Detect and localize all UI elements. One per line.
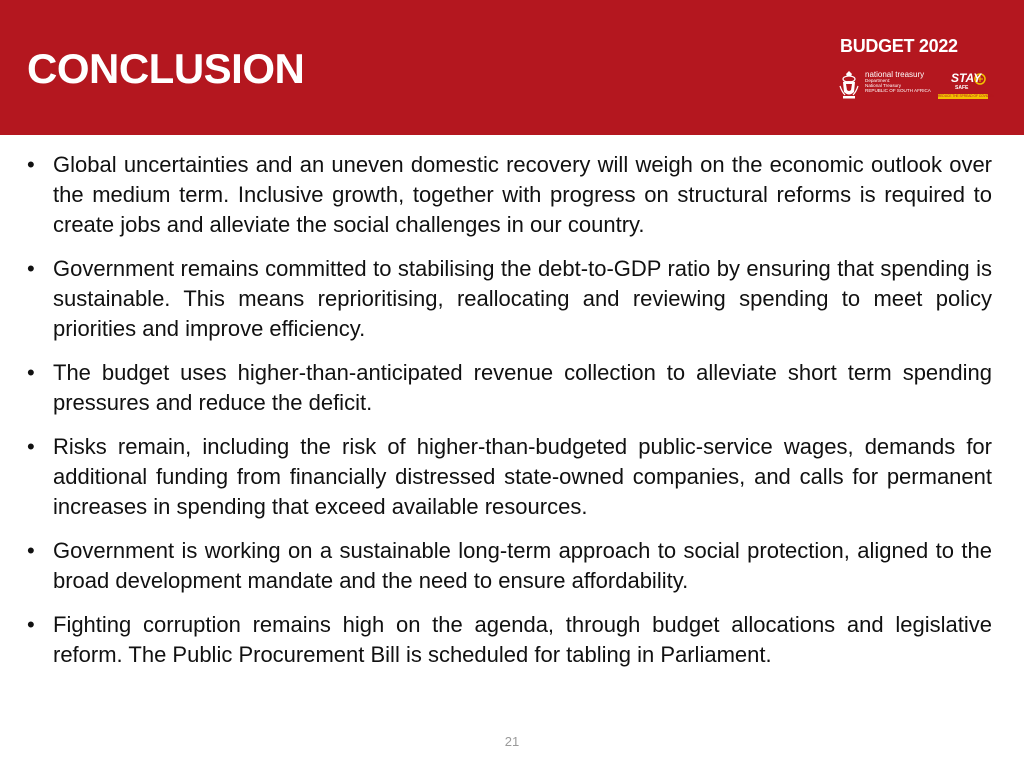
- treasury-sub-2: National Treasury: [865, 83, 902, 89]
- budget-title: BUDGET 2022: [840, 36, 958, 56]
- bullet-text: Global uncertainties and an uneven domestic recovery will weigh on the economic outlook over the medium term. Inclusive growth, together with progress on structural reforms is required to create jobs and alleviate the social challenges in our country.: [53, 152, 992, 237]
- bullet-item: [27, 610, 992, 670]
- bullet-text: The budget uses higher-than-anticipated revenue collection to alleviate short term spending pressures and reduce the deficit.: [53, 360, 992, 415]
- bullet-item: [27, 432, 992, 522]
- bullet-item: [27, 254, 992, 344]
- bullet-dot-icon: •: [27, 256, 35, 281]
- header-banner: [0, 0, 1024, 135]
- page-title: CONCLUSION: [27, 45, 305, 92]
- page-number: 21: [504, 734, 520, 749]
- bullet-dot-icon: •: [27, 538, 35, 563]
- bullet-dot-icon: •: [27, 434, 35, 459]
- treasury-name: national treasury: [865, 70, 925, 79]
- bullet-dot-icon: •: [27, 152, 35, 177]
- treasury-sub-1: Department:: [865, 78, 891, 84]
- coat-of-arms-icon: [838, 70, 860, 100]
- bullet-text: Government is working on a sustainable long-term approach to social protection, aligned to the broad development mandate and the need to ensure affordability.: [53, 538, 992, 593]
- treasury-sub-3: REPUBLIC OF SOUTH AFRICA: [865, 88, 931, 94]
- bullet-dot-icon: •: [27, 360, 35, 385]
- bullet-text: Government remains committed to stabilising the debt-to-GDP ratio by ensuring that spending is sustainable. This means reprioritising, reallocating and reviewing spending to meet policy priorities and improve efficiency.: [53, 256, 992, 341]
- bullet-dot-icon: •: [27, 612, 35, 637]
- treasury-logo-text: [865, 71, 931, 94]
- stay-safe-banner: REDUCE THE SPREAD OF COVID-19: [938, 94, 994, 98]
- conclusion-bullet-list: [27, 150, 992, 684]
- bullet-text: Risks remain, including the risk of higher-than-budgeted public-service wages, demands for additional funding from financially distressed state-owned companies, and calls for permanent increases in spending that exceed available resources.: [53, 434, 992, 519]
- stay-logo-text: STAY: [951, 71, 982, 85]
- bullet-item: [27, 150, 992, 240]
- bullet-text: Fighting corruption remains high on the agenda, through budget allocations and legislative reform. The Public Procurement Bill is scheduled for tabling in Parliament.: [53, 612, 992, 667]
- bullet-item: [27, 536, 992, 596]
- stay-safe-text: SAFE: [955, 85, 969, 91]
- bullet-item: [27, 358, 992, 418]
